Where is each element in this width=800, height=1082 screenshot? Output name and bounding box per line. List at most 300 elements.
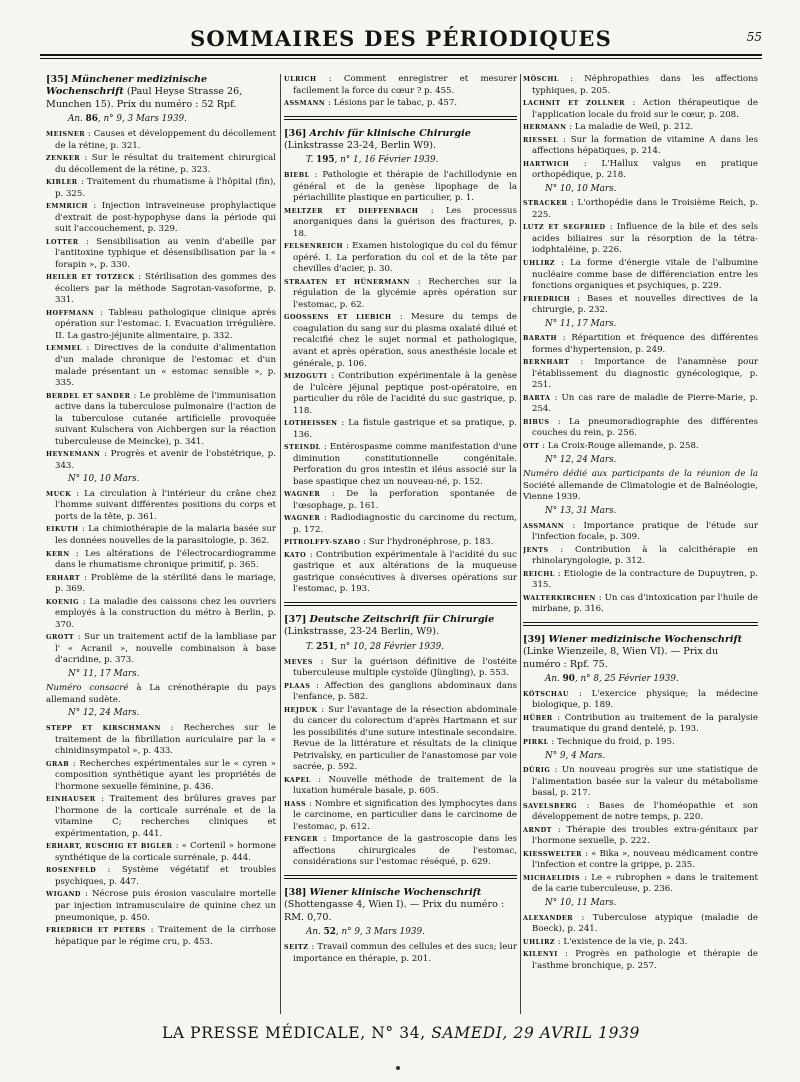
article-title: : Tuberculose atypique (maladie de Boeck), p. 241. [532,912,758,935]
issue-date: , n° 10, 28 Février 1939. [334,641,444,652]
article-title: : Nombre et signification des lymphocytes dans le carcinome, en particulier dans le carcinome de l'estomac, p. 612. [293,798,517,832]
article-author: LEMMEL [46,344,82,353]
article-entry [523,713,758,736]
article-author: SEITZ [284,943,309,952]
article-author: FRIEDRICH [523,294,571,303]
column-divider [520,74,521,1014]
article-entry [523,825,758,848]
article-entry [284,74,517,97]
article-title: : Importance de la gastroscopie dans les affections chirurgicales de l'estomac, considérations sur l'estomac réséqué, p. 629. [293,834,517,868]
article-entry [46,597,276,632]
article-title: : Recherches sur le traitement de la fibrillation auriculaire par la « chinidinsympatol », p. 433. [55,723,276,757]
article-author: MEISNER [46,130,86,139]
article-title: : Sur la formation de vitamine A dans les affections hépatiques, p. 214. [532,134,758,157]
issue-note [46,683,276,706]
article-entry [46,549,276,572]
issue-prefix: T. [306,641,317,652]
article-title: : La chimiothérapie de la malaria basée sur les données nouvelles de la parasitologie, p. 362. [55,524,276,546]
article-author: PIRKL [523,738,549,746]
article-entry [523,333,758,356]
journal-number: [37] [284,613,307,625]
article-title: : Action thérapeutique de l'application locale du froid sur le cœur, p. 208. [532,98,758,120]
article-entry [523,937,758,949]
article-title: : Répartition et fréquence des différentes formes d'hypertension, p. 249. [532,333,758,355]
issue-line [545,751,758,763]
article-author: HOFFMANN [46,308,95,317]
issue-date: N° 9, 4 Mars. [545,750,606,761]
article-author: HERMANN [523,123,567,132]
issue-note-text: Société allemande de Climatologie et de Balnéologie, Vienne 1939. [523,480,758,503]
article-title: : Directives de la conduite d'alimentation d'un malade chronique de l'estomac et d'un malade présentant un « estomac sensible », p. 335. [55,343,276,389]
article-author: STEINDL [284,443,321,452]
column-divider [280,74,281,1014]
article-entry [523,135,758,158]
issue-line [68,114,276,126]
article-author: HEILER ET TOTZECK [46,273,135,282]
footer-journal: LA PRESSE MÉDICALE, N° 34, [161,1024,432,1042]
issue-note-text: à La crénothérapie du pays allemand sudète. [46,683,276,705]
journal-name: Archiv für klinische Chirurgie [309,127,471,139]
article-author: ALEXANDER [523,913,574,922]
article-author: MÖSCHL [523,75,559,83]
article-entry [284,513,517,536]
article-entry [523,569,758,592]
article-entry [46,177,276,200]
article-author: BIEBL [284,171,310,180]
issue-prefix: An. [306,927,324,938]
article-author: HEJDUK [284,705,318,714]
article-entry [46,489,276,524]
issue-note-italic: Numéro consacré [46,683,129,694]
article-entry [523,765,758,800]
article-author: FRIEDRICH ET PETERS [46,926,146,935]
article-entry [523,258,758,293]
article-title: : Bases de l'homéopathie et son développement de notre temps, p. 220. [532,800,758,823]
article-entry [523,294,758,317]
article-author: WIGAND [46,890,81,899]
article-author: WAGNER [284,490,321,499]
article-entry [523,441,758,453]
article-author: LACHNIT ET ZOLLNER [523,99,625,108]
article-entry [46,632,276,667]
article-author: ERHART [46,573,81,582]
issue-line [545,319,758,331]
article-title: : Sur l'hydronéphrose, p. 183. [360,537,494,548]
article-title: : Injection intraveineuse prophylactique d'extrait de post-hypophyse dans la période qui suit l'accouchement, p. 329. [55,201,276,235]
article-author: HÜBER [523,713,553,722]
article-entry [523,737,758,749]
article-author: EIKUTH [46,525,79,534]
article-title: : Thérapie des troubles extra-génitaux par l'hormone sexuelle, p. 222. [532,824,758,847]
issue-volume: 90 [562,674,575,685]
article-title: : Sur le résultat du traitement chirurgical du décollement de la rétine, p. 323. [55,153,276,175]
article-entry [523,357,758,392]
article-entry [46,794,276,840]
article-author: RIESSEL [523,135,559,144]
article-author: BERNHART [523,358,570,367]
article-author: LOTHEISSEN [284,419,338,428]
article-entry [284,206,517,241]
article-title: : Contribution au traitement de la paralysie traumatique du grand dentelé, p. 193. [532,712,758,735]
article-title: : Causes et développement du décollement de la rétine, p. 321. [55,129,276,151]
article-title: : Influence de la bile et des sels acides biliaires sur la résorption de la tétra-iodphtaléine, p. 226. [532,222,758,256]
issue-line [68,708,276,720]
article-entry [523,521,758,544]
article-entry [284,681,517,704]
article-entry [523,873,758,896]
article-entry [46,841,276,864]
article-entry [284,170,517,205]
article-author: KIBLER [46,178,78,187]
issue-volume: 195 [316,155,335,166]
article-title: : Sur la guérison définitive de l'ostéite tuberculeuse multiple cystoïde (Jüngling), p. 553. [293,656,517,679]
article-title: : Examen histologique du col du fémur opéré. I. La perforation du col et de la tête par chevilles d'acier, p. 30. [293,241,517,275]
issue-line [545,674,758,686]
article-entry [46,524,276,547]
article-title: : Recherches expérimentales sur le « cyren » composition synthétique ayant les propriétés de l'hormone sexuelle féminine, p. 436. [55,758,276,792]
article-author: KATO [284,550,307,559]
article-author: KIESSWELTER [523,849,582,858]
article-entry [46,723,276,758]
journal-name: Deutsche Zeitschrift für Chirurgie [309,613,495,625]
article-entry [523,98,758,121]
article-entry [284,418,517,441]
article-author: GROTT [46,633,75,642]
article-author: WALTERKIRCHEN [523,593,596,602]
article-entry [284,277,517,312]
issue-date: , n° 9, 3 Mars 1939. [335,927,425,938]
page-number: 55 [746,30,762,44]
article-entry [284,657,517,680]
article-author: REICHL [523,569,555,578]
article-title: : Importance de l'anamnèse pour l'établissement du diagnostic gynécologique, p. 251. [532,357,758,391]
article-entry [284,442,517,488]
article-title: : Un cas rare de maladie de Pierre-Marie, p. 254. [532,392,758,415]
article-entry [46,308,276,343]
journal-address: (Paul Heyse Strasse 26, Munchen 15). Prix du numéro : 52 Rpf. [46,86,243,110]
article-entry [46,449,276,472]
article-entry [523,159,758,182]
journal-number: [38] [284,886,307,898]
article-author: MIZOGUTI [284,372,328,381]
article-title: : La fistule gastrique et sa pratique, p. 136. [293,418,517,440]
article-author: DÜRIG [523,766,551,775]
page-header [40,22,762,62]
article-title: : L'Hallux valgus en pratique orthopédique, p. 218. [532,158,758,181]
journal-heading [46,74,276,111]
page-footer [40,1024,762,1042]
article-author: KERN [46,549,70,558]
article-entry [46,889,276,924]
article-author: PITROLFFY-SZABO [284,538,361,547]
article-entry [284,799,517,834]
issue-line [306,927,517,939]
article-title: : Système végétatif et troubles psychiques, p. 447. [55,865,276,887]
journal-name: Wiener klinische Wochenschrift [309,886,482,898]
journal-address: (Linkstrasse, 23-24 Berlin, W9). [284,626,440,638]
issue-volume: 86 [85,114,98,125]
article-title: : Progrès et avenir de l'obstétrique, p. 343. [55,449,276,471]
page-title: SOMMAIRES DES PÉRIODIQUES [190,26,612,51]
article-title: : Contribution expérimentale à l'acidité du suc gastrique et aux altérations de la muqueuse gastrique consécutives à diverses opérations sur l'estomac, p. 193. [293,549,517,595]
page-mark [396,1066,400,1070]
article-entry [284,705,517,774]
section-separator [523,622,758,623]
section-rule [523,625,758,626]
article-title: : La forme d'énergie vitale de l'albumine nucléaire comme base de différenciation entre les fonctions organiques et psychiques, p. 229. [532,258,758,292]
footer-date: SAMEDI, 29 AVRIL 1939 [431,1024,641,1042]
article-author: LOTTER [46,237,79,246]
article-title: : Importance pratique de l'étude sur l'infection focale, p. 309. [532,520,758,543]
article-author: MICHAELIDIS [523,873,581,882]
article-author: BIBUS [523,417,550,426]
issue-date: , n° 1, 16 Février 1939. [334,155,439,166]
article-author: BARATH [523,334,558,343]
article-entry [523,913,758,936]
issue-date: , n° 9, 3 Mars 1939. [97,114,187,125]
article-title: : Néphropathies dans les affections typhiques, p. 205. [532,74,758,96]
article-title: : Stérilisation des gommes des écoliers par la méthode Sagrotan-vasoforme, p. 331. [55,272,276,306]
article-title: : Comment enregistrer et mesurer facilement la force du cœur ? p. 455. [293,74,517,96]
column-middle [284,74,517,1022]
article-title: : Traitement de la cirrhose hépatique par le régime cru, p. 453. [55,925,276,947]
article-author: ASSMANN [284,99,326,108]
issue-line [68,474,276,486]
issue-line [306,155,517,167]
issue-date: N° 12, 24 Mars. [68,708,140,719]
issue-line [68,669,276,681]
article-title: : La pneumoradiographie des différentes couches du rein, p. 256. [532,416,758,439]
issue-prefix: An. [68,114,86,125]
journal-address: (Linke Wienzeile, 8, Wien VI). — Prix du numéro : Rpf. 75. [523,646,719,670]
article-author: ZENKER [46,154,81,163]
article-title: : Entérospasme comme manifestation d'une diminution constitutionnelle congénitale. Perforation du gros intestin et iléus associé sur la base spastique chez un nouveau-né, p. 152. [293,442,517,487]
article-title: : Radiodiagnostic du carcinome du rectum, p. 172. [293,513,517,535]
article-entry [523,417,758,440]
issue-line [545,184,758,196]
article-title: : Traitement des brûlures graves par l'hormone de la corticale surrénale et de la vitamine C; recherches cliniques et expérimentation, p. 441. [55,794,276,839]
article-author: WAGNER [284,514,321,523]
article-author: HARTWICH [523,159,570,168]
article-author: STEPP ET KIRSCHMANN [46,724,161,733]
article-author: UHLIRZ [523,937,556,946]
section-rule [284,119,517,120]
article-title: : Tableau pathologique clinique après opération sur l'estomac. I. Evacuation irrégulière. II. La gastro-jéjunite alimentaire, p. 332. [55,307,276,341]
issue-date: N° 10, 10 Mars. [545,183,617,194]
article-title: : Traitement du rhumatisme à l'hôpital (fin), p. 325. [55,177,276,199]
article-title: : Affection des ganglions abdominaux dans l'enfance, p. 582. [293,680,517,703]
article-entry [523,689,758,712]
article-title: : Sur un traitement actif de la lambliase par l' « Acranil », nouvelle combinaison à base d'acridine, p. 373. [55,632,276,666]
article-entry [46,129,276,152]
article-title: : Bases et nouvelles directives de la chirurgie, p. 232. [532,293,758,316]
article-title: : La maladie de Weil, p. 212. [566,122,694,133]
issue-date: N° 10, 11 Mars. [545,897,617,908]
article-author: OTT [523,442,540,450]
article-entry [523,393,758,416]
article-author: HEYNEMANN [46,450,101,459]
issue-line [545,455,758,467]
article-title: : Sensibilisation au venin d'abeille par l'antitoxine typhique et désensibilisation par la « forapin », p. 330. [55,236,276,270]
journal-heading [284,128,517,153]
article-author: EINHAUSER [46,795,96,804]
article-author: HASS [284,799,307,808]
article-title: : Contribution expérimentale à la genèse de l'ulcère jéjunal peptique post-opératoire, en particulier du rôle de l'acidité du suc gastrique, p. 118. [293,371,517,416]
article-author: GRAB [46,759,70,768]
article-author: ASSMANN [523,521,565,530]
article-entry [284,942,517,965]
article-title: : L'existence de la vie, p. 243. [555,936,688,947]
article-author: ULRICH [284,75,317,83]
article-author: JENTS [523,545,549,554]
article-author: LUTZ ET SEGFRIED [523,223,606,232]
article-author: ARNDT [523,825,552,834]
article-entry [46,153,276,176]
article-title: : Les processus anorganiques dans la guérison des fractures, p. 18. [293,205,517,239]
article-author: BERDEL ET SANDER [46,391,131,400]
article-title: : Etiologie de la contracture de Dupuytren, p. 315. [532,568,758,591]
article-entry [284,775,517,798]
issue-line [306,642,517,654]
article-author: STRAATEN ET HÜNERMANN [284,277,410,286]
article-author: KÖTSCHAU [523,689,569,698]
article-entry [523,122,758,134]
article-author: ERHART, RUSCHIG ET BIGLER [46,842,173,851]
article-entry [46,391,276,449]
article-author: MUCK [46,489,72,498]
article-author: BARTA [523,393,551,402]
article-title: : Nouvelle méthode de traitement de la luxation humérale basale, p. 605. [293,774,517,797]
article-title: : Recherches sur la régulation de la glycémie après opération sur l'estomac, p. 62. [293,276,517,310]
article-entry [284,371,517,417]
article-author: GOOSSENS ET LIEBICH [284,313,392,322]
article-title: : Lésions par le tabac, p. 457. [325,98,458,109]
column-right [523,74,758,1022]
article-title: : Progrès en pathologie et thérapie de l'asthme bronchique, p. 257. [532,949,758,971]
article-entry [284,537,517,549]
journal-name: Münchener medizinische Wochenschrift [46,74,208,98]
issue-note-italic: Numéro dédié aux participants de la réunion de la [523,469,758,480]
article-author: SAVELSBERG [523,801,578,810]
journal-address: (Linkstrasse 23-24, Berlin W9). [284,140,437,152]
article-author: FELSENREICH [284,242,344,251]
article-title: : La circulation à l'intérieur du crâne chez l'homme suivant différentes positions du corps et ports de la tête, p. 361. [55,488,276,522]
article-entry [523,593,758,616]
issue-volume: 52 [323,927,336,938]
issue-date: , n° 8, 25 Février 1939. [574,674,679,685]
column-left [46,74,276,1022]
article-title: : Le « rubrophen » dans le traitement de la carie tuberculeuse, p. 236. [532,872,758,895]
article-entry [46,759,276,794]
article-author: KILENYI [523,950,558,959]
article-title: : Sur l'avantage de la résection abdominale du cancer du colorectum d'après Hartmann et sur les possibilités d'une suture intestinale secondaire. Revue de la littérature et résultats de la clinique Petrivalsky, en particulier de l'anastomose par voie sacrée, p. 592. [293,704,517,773]
issue-date: N° 13, 31 Mars. [545,505,617,516]
journal-heading [523,634,758,671]
article-entry [46,865,276,888]
journal-heading [284,887,517,924]
issue-date: N° 12, 24 Mars. [545,454,617,465]
section-rule [284,605,517,606]
journal-number: [36] [284,127,307,139]
article-entry [284,241,517,276]
article-entry [284,98,517,110]
issue-volume: 251 [316,641,335,652]
article-author: PLAAS [284,681,311,690]
article-title: : La maladie des caissons chez les ouvriers employés à la construction du métro à Berlin, p. 370. [55,596,276,630]
issue-line [545,898,758,910]
article-title: : « Cortenil » hormone synthétique de la corticale surrénale, p. 444. [55,841,276,863]
article-entry [523,198,758,221]
journal-name: Wiener medizinische Wochenschrift [548,633,743,645]
article-entry [46,201,276,236]
article-author: MEVES [284,657,313,666]
issue-date: N° 11, 17 Mars. [68,668,140,679]
article-entry [523,949,758,972]
issue-prefix: An. [545,674,563,685]
article-title: : « Bika », nouveau médicament contre l'infection et contre la grippe, p. 235. [532,848,758,871]
article-title: : Un cas d'intoxication par l'huile de mirbane, p. 316. [532,592,758,615]
article-title: : Contribution à la calcithérapie en rhinolaryngologie, p. 312. [532,544,758,567]
article-title: : Pathologie et thérapie de l'achillodynie en général et de la genèse lipophage de la périachillite plastique en particulier, p. 1. [293,170,517,204]
article-entry [523,74,758,97]
article-entry [46,237,276,272]
article-entry [284,834,517,869]
article-title: : Travail commun des cellules et des sucs; leur importance en thérapie, p. 201. [293,942,517,964]
issue-prefix: T. [306,155,317,166]
article-author: FENGER [284,835,318,844]
article-title: : Mesure du temps de coagulation du sang sur du plasma oxalaté dilué et recalcifié chez le sujet normal et pathologique, avant et après opération, sous anesthésie locale et générale, p. 106. [293,312,517,369]
article-title: : La Croix-Rouge allemande, p. 258. [539,441,699,451]
article-title: : Le problème de l'immunisation active dans la tuberculose pulmonaire (l'action de la tuberculose cutanée artificielle provoquée suivant Kulschera von Aichbergen sur la réaction tuberculeuse de Meincke), p. 341. [55,390,276,447]
article-title: : Technique du froid, p. 195. [548,737,675,747]
journal-address: (Shottengasse 4, Wien I). — Prix du numéro : RM. 0,70. [284,899,505,923]
journal-number: [35] [46,74,69,85]
article-author: STRACKER [523,199,568,208]
article-entry [523,222,758,257]
article-entry [46,272,276,307]
section-separator [284,116,517,117]
article-title: : De la perforation spontanée de l'œsophage, p. 161. [293,489,517,511]
article-entry [46,573,276,596]
article-entry [46,925,276,948]
article-author: KAPEL [284,775,311,784]
article-entry [284,312,517,370]
article-author: EMMRICH [46,202,88,211]
issue-note [523,469,758,504]
issue-date: N° 11, 17 Mars. [545,318,617,329]
article-title: : L'orthopédie dans le Troisième Reich, p. 225. [532,198,758,220]
article-author: KOENIG [46,597,80,606]
issue-line [545,506,758,518]
journal-number: [39] [523,633,546,645]
article-entry [523,545,758,568]
article-title: : Un nouveau progrès sur une statistique de l'alimentation basée sur la valeur du métabolisme basal, p. 217. [532,765,758,799]
article-entry [523,849,758,872]
article-entry [284,489,517,512]
article-author: ROSENFELD [46,866,97,875]
article-author: MELTZER ET DIEFFENBACH [284,206,419,215]
article-title: : Problème de la stérilité dans le mariage, p. 369. [55,572,276,595]
article-entry [46,343,276,389]
article-title: : L'exercice physique; la médecine biologique, p. 189. [532,688,758,711]
article-title: : Nécrose puis érosion vasculaire mortelle par injection intramusculaire de quinine chez un pneumonique, p. 450. [55,889,276,923]
section-rule [284,878,517,879]
article-entry [523,801,758,824]
journal-heading [284,614,517,639]
section-separator [284,875,517,876]
header-rule [40,54,762,59]
article-author: UHLIRZ [523,259,556,267]
